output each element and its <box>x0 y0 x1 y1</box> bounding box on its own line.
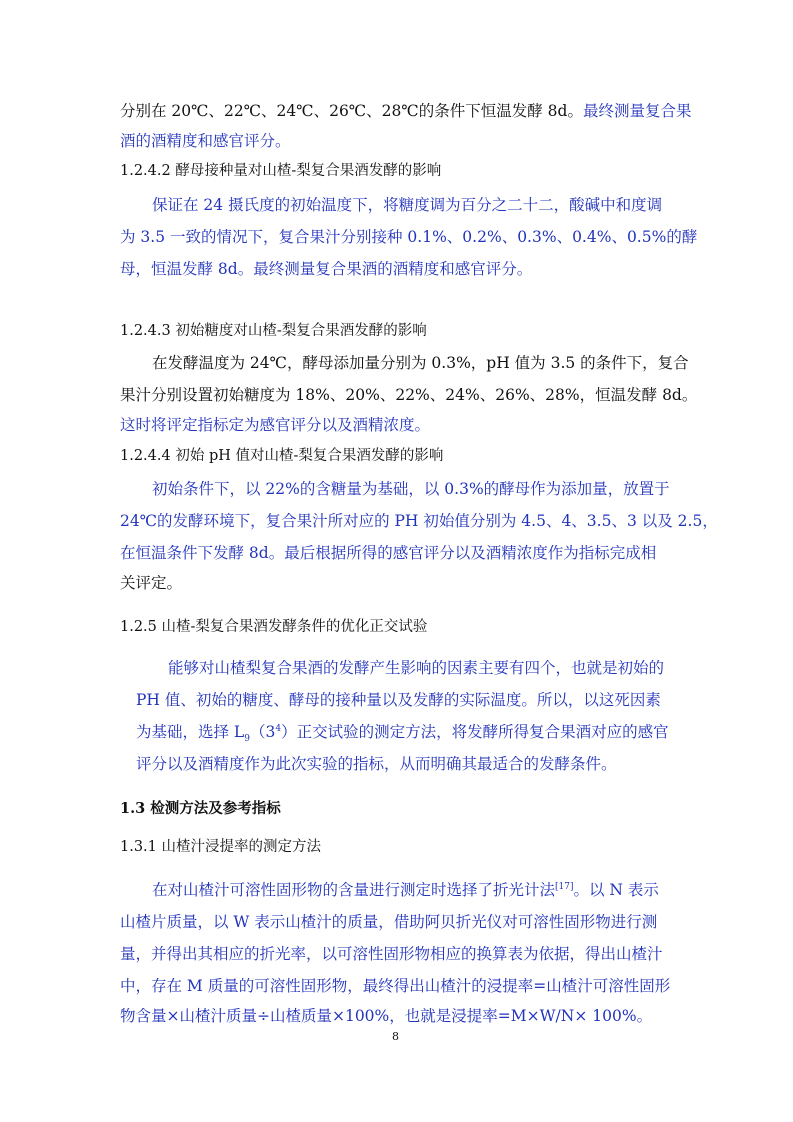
paragraph-line: 在恒温条件下发酵 8d。最后根据所得的感官评分以及酒精浓度作为指标完成相 <box>120 544 657 562</box>
section-heading-1-3-1: 1.3.1 山楂汁浸提率的测定方法 <box>120 839 322 855</box>
highlighted-text: 最终测量复合果 <box>582 102 692 120</box>
highlighted-text: 最终测量复合果酒的酒精度和感官评分。 <box>253 260 533 278</box>
paragraph-line: 物含量×山楂汁质量÷山楂质量×100%，也就是浸提率=M×W/N× 100%。 <box>120 1007 653 1025</box>
paragraph-line: 关评定。 <box>120 574 183 592</box>
paragraph-line <box>120 101 691 121</box>
text-run: （3 <box>249 723 276 741</box>
section-heading-1-2-5: 1.2.5 山楂-梨复合果酒发酵条件的优化正交试验 <box>120 619 428 635</box>
text-run: 在对山楂汁可溶性固形物的含量进行测定时选择了折光计法 <box>152 881 556 899</box>
superscript: 4 <box>275 723 282 734</box>
highlighted-text: 母，恒温发酵 8d。 <box>120 260 254 278</box>
text-run: ）正交试验的测定方法，将发酵所得复合果酒对应的感官 <box>281 723 669 741</box>
paragraph-line <box>136 722 669 745</box>
citation-superscript: [17] <box>555 881 574 892</box>
section-heading-1-2-4-2: 1.2.4.2 酵母接种量对山楂-梨复合果酒发酵的影响 <box>120 163 442 179</box>
paragraph-line: 初始条件下，以 22%的含糖量为基础，以 0.3%的酵母作为添加量，放置于 <box>152 480 670 498</box>
paragraph-line: 为 3.5 一致的情况下，复合果汁分别接种 0.1%、0.2%、0.3%、0.4%、0.5%的酵 <box>120 228 698 246</box>
paragraph-line: 保证在 24 摄氏度的初始温度下，将糖度调为百分之二十二，酸碱中和度调 <box>152 196 663 214</box>
paragraph-line: 量，并得出其相应的折光率，以可溶性固形物相应的换算表为依据，得出山楂汁 <box>120 945 663 963</box>
paragraph-line: 能够对山楂梨复合果酒的发酵产生影响的因素主要有四个，也就是初始的 <box>168 659 665 677</box>
paragraph-line: 24℃的发酵环境下，复合果汁所对应的 PH 初始值分别为 4.5、4、3.5、3 以及 2.5， <box>120 512 718 530</box>
paragraph-line <box>120 259 532 279</box>
paragraph-line: 酒的酒精度和感官评分。 <box>120 132 291 150</box>
subscript: 9 <box>244 734 250 745</box>
page-number: 8 <box>392 1030 399 1043</box>
paragraph-line: 这时将评定指标定为感官评分以及酒精浓度。 <box>120 416 431 434</box>
section-heading-1-2-4-4: 1.2.4.4 初始 pH 值对山楂-梨复合果酒发酵的影响 <box>120 448 444 464</box>
paragraph-line: 中，存在 M 质量的可溶性固形物，最终得出山楂汁的浸提率=山楂汁可溶性固形 <box>120 977 671 995</box>
paragraph-line: PH 值、初始的糖度、酵母的接种量以及发酵的实际温度。所以，以这死因素 <box>136 691 661 709</box>
text-run: 为基础，选择 L <box>136 723 245 741</box>
section-heading-1-3: 1.3 检测方法及参考指标 <box>120 800 281 817</box>
paragraph-line: 评分以及酒精度作为此次实验的指标，从而明确其最适合的发酵条件。 <box>136 755 617 773</box>
paragraph-line: 山楂片质量，以 W 表示山楂汁的质量，借助阿贝折光仪对可溶性固形物进行测 <box>120 913 658 931</box>
text-run: 分别在 20℃、22℃、24℃、26℃、28℃的条件下恒温发酵 8d。 <box>120 102 583 120</box>
paragraph-line <box>152 880 659 900</box>
section-heading-1-2-4-3: 1.2.4.3 初始糖度对山楂-梨复合果酒发酵的影响 <box>120 323 427 339</box>
paragraph-line: 在发酵温度为 24℃，酵母添加量分别为 0.3%，pH 值为 3.5 的条件下，复合 <box>152 354 689 372</box>
paragraph-line: 果汁分别设置初始糖度为 18%、20%、22%、24%、26%、28%，恒温发酵 8d。 <box>120 386 698 404</box>
text-run: 。以 N 表示 <box>573 881 659 899</box>
